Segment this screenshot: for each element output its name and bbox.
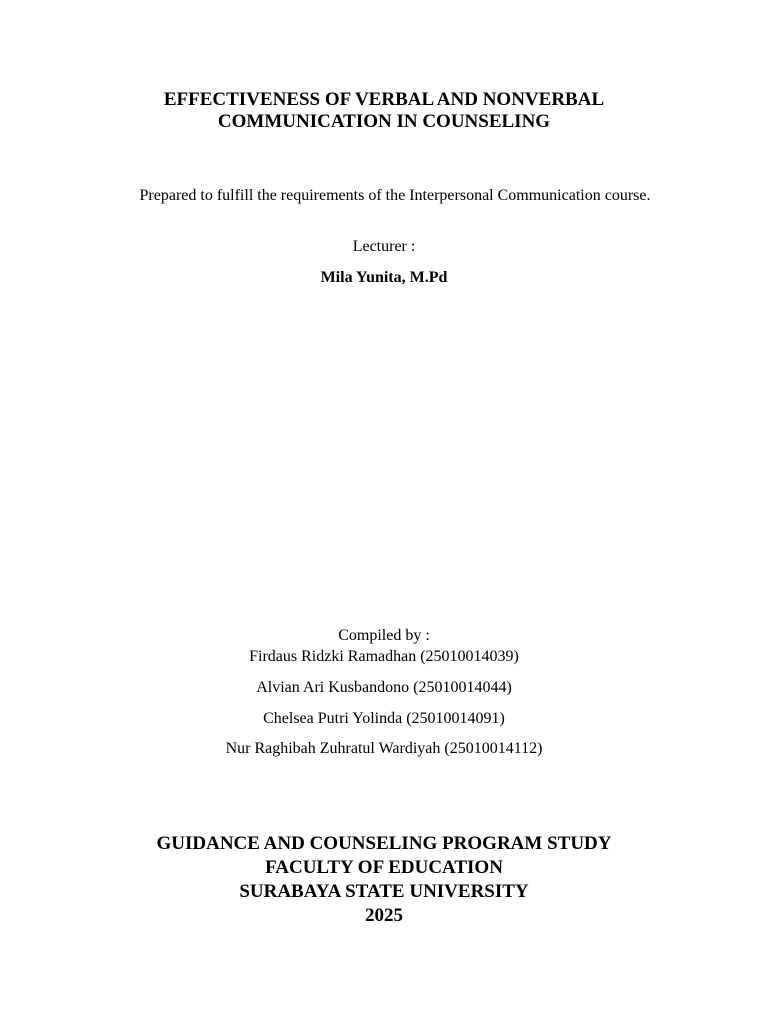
- author-entry: Alvian Ari Kusbandono (25010014044): [256, 679, 512, 696]
- program-name: GUIDANCE AND COUNSELING PROGRAM STUDY: [156, 833, 612, 854]
- purpose-statement: Prepared to fulfill the requirements of the Interpersonal Communication course.: [139, 187, 651, 204]
- author-entry: Nur Raghibah Zuhratul Wardiyah (25010014112): [225, 740, 543, 757]
- compiled-by-label: Compiled by :: [338, 627, 430, 644]
- university-name: SURABAYA STATE UNIVERSITY: [239, 881, 529, 902]
- author-entry: Firdaus Ridzki Ramadhan (25010014039): [249, 648, 519, 665]
- document-title: [0, 89, 768, 133]
- author-entry: Chelsea Putri Yolinda (25010014091): [263, 710, 505, 727]
- title-line-1: EFFECTIVENESS OF VERBAL AND NONVERBAL: [163, 89, 605, 110]
- institution-block: [0, 832, 768, 928]
- lecturer-label: Lecturer :: [352, 238, 416, 255]
- lecturer-name: Mila Yunita, M.Pd: [320, 269, 448, 286]
- faculty-name: FACULTY OF EDUCATION: [265, 857, 503, 878]
- document-year: 2025: [365, 905, 403, 926]
- title-line-2: COMMUNICATION IN COUNSELING: [217, 111, 551, 132]
